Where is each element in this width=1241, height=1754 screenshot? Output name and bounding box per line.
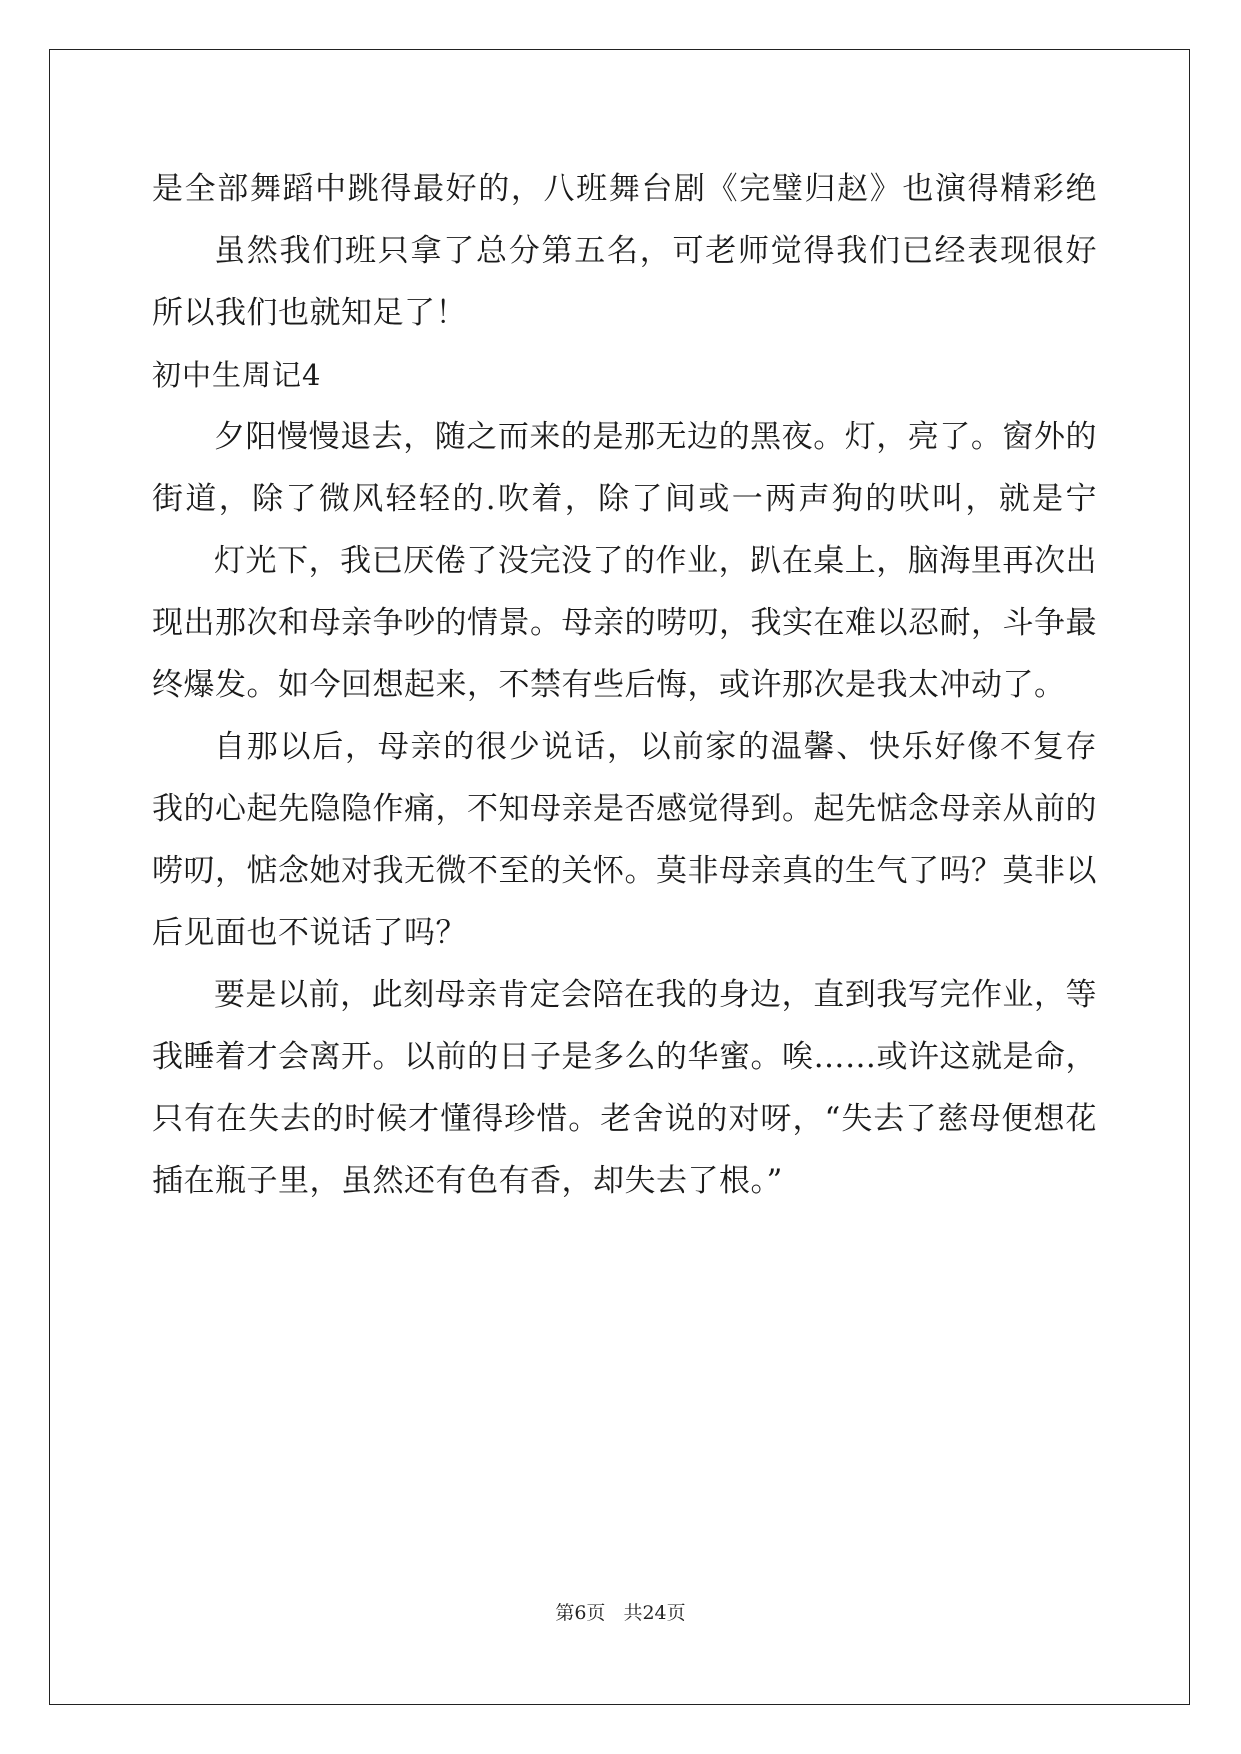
- section-heading: 初中生周记4: [152, 358, 322, 392]
- text-line: 插在瓶子里，虽然还有色有香，却失去了根。”: [152, 1163, 783, 1199]
- page-number: 第6页: [555, 1602, 606, 1624]
- document-body: [152, 158, 1097, 1212]
- text-line: 所以我们也就知足了！: [152, 295, 467, 331]
- text-line: 终爆发。如今回想起来，不禁有些后悔，或许那次是我太冲动了。: [152, 667, 1066, 703]
- text-line: 我睡着才会离开。以前的日子是多么的华蜜。唉……或许这就是命，: [152, 1039, 1097, 1075]
- text-line: 虽然我们班只拿了总分第五名，可老师觉得我们已经表现很好: [214, 233, 1097, 269]
- text-line: 街道，除了微风轻轻的.吹着，除了间或一两声狗的吠叫，就是宁: [152, 481, 1097, 517]
- text-line: 灯光下，我已厌倦了没完没了的作业，趴在桌上，脑海里再次出: [214, 543, 1097, 579]
- text-line: 后见面也不说话了吗？: [152, 915, 467, 951]
- text-line: 夕阳慢慢退去，随之而来的是那无边的黑夜。灯，亮了。窗外的: [214, 419, 1097, 455]
- page-total: 共24页: [623, 1602, 686, 1624]
- text-line: 唠叨，惦念她对我无微不至的关怀。莫非母亲真的生气了吗？莫非以: [152, 853, 1097, 889]
- text-line: 要是以前，此刻母亲肯定会陪在我的身边，直到我写完作业，等: [214, 977, 1097, 1013]
- text-line: 是全部舞蹈中跳得最好的，八班舞台剧《完璧归赵》也演得精彩绝: [152, 171, 1097, 207]
- page-footer: [0, 1598, 1241, 1625]
- text-line: 自那以后，母亲的很少说话，以前家的温馨、快乐好像不复存: [214, 729, 1097, 765]
- text-line: 我的心起先隐隐作痛，不知母亲是否感觉得到。起先惦念母亲从前的: [152, 791, 1097, 827]
- text-line: 现出那次和母亲争吵的情景。母亲的唠叨，我实在难以忍耐，斗争最: [152, 605, 1097, 641]
- text-line: 只有在失去的时候才懂得珍惜。老舍说的对呀，“失去了慈母便想花: [152, 1101, 1097, 1137]
